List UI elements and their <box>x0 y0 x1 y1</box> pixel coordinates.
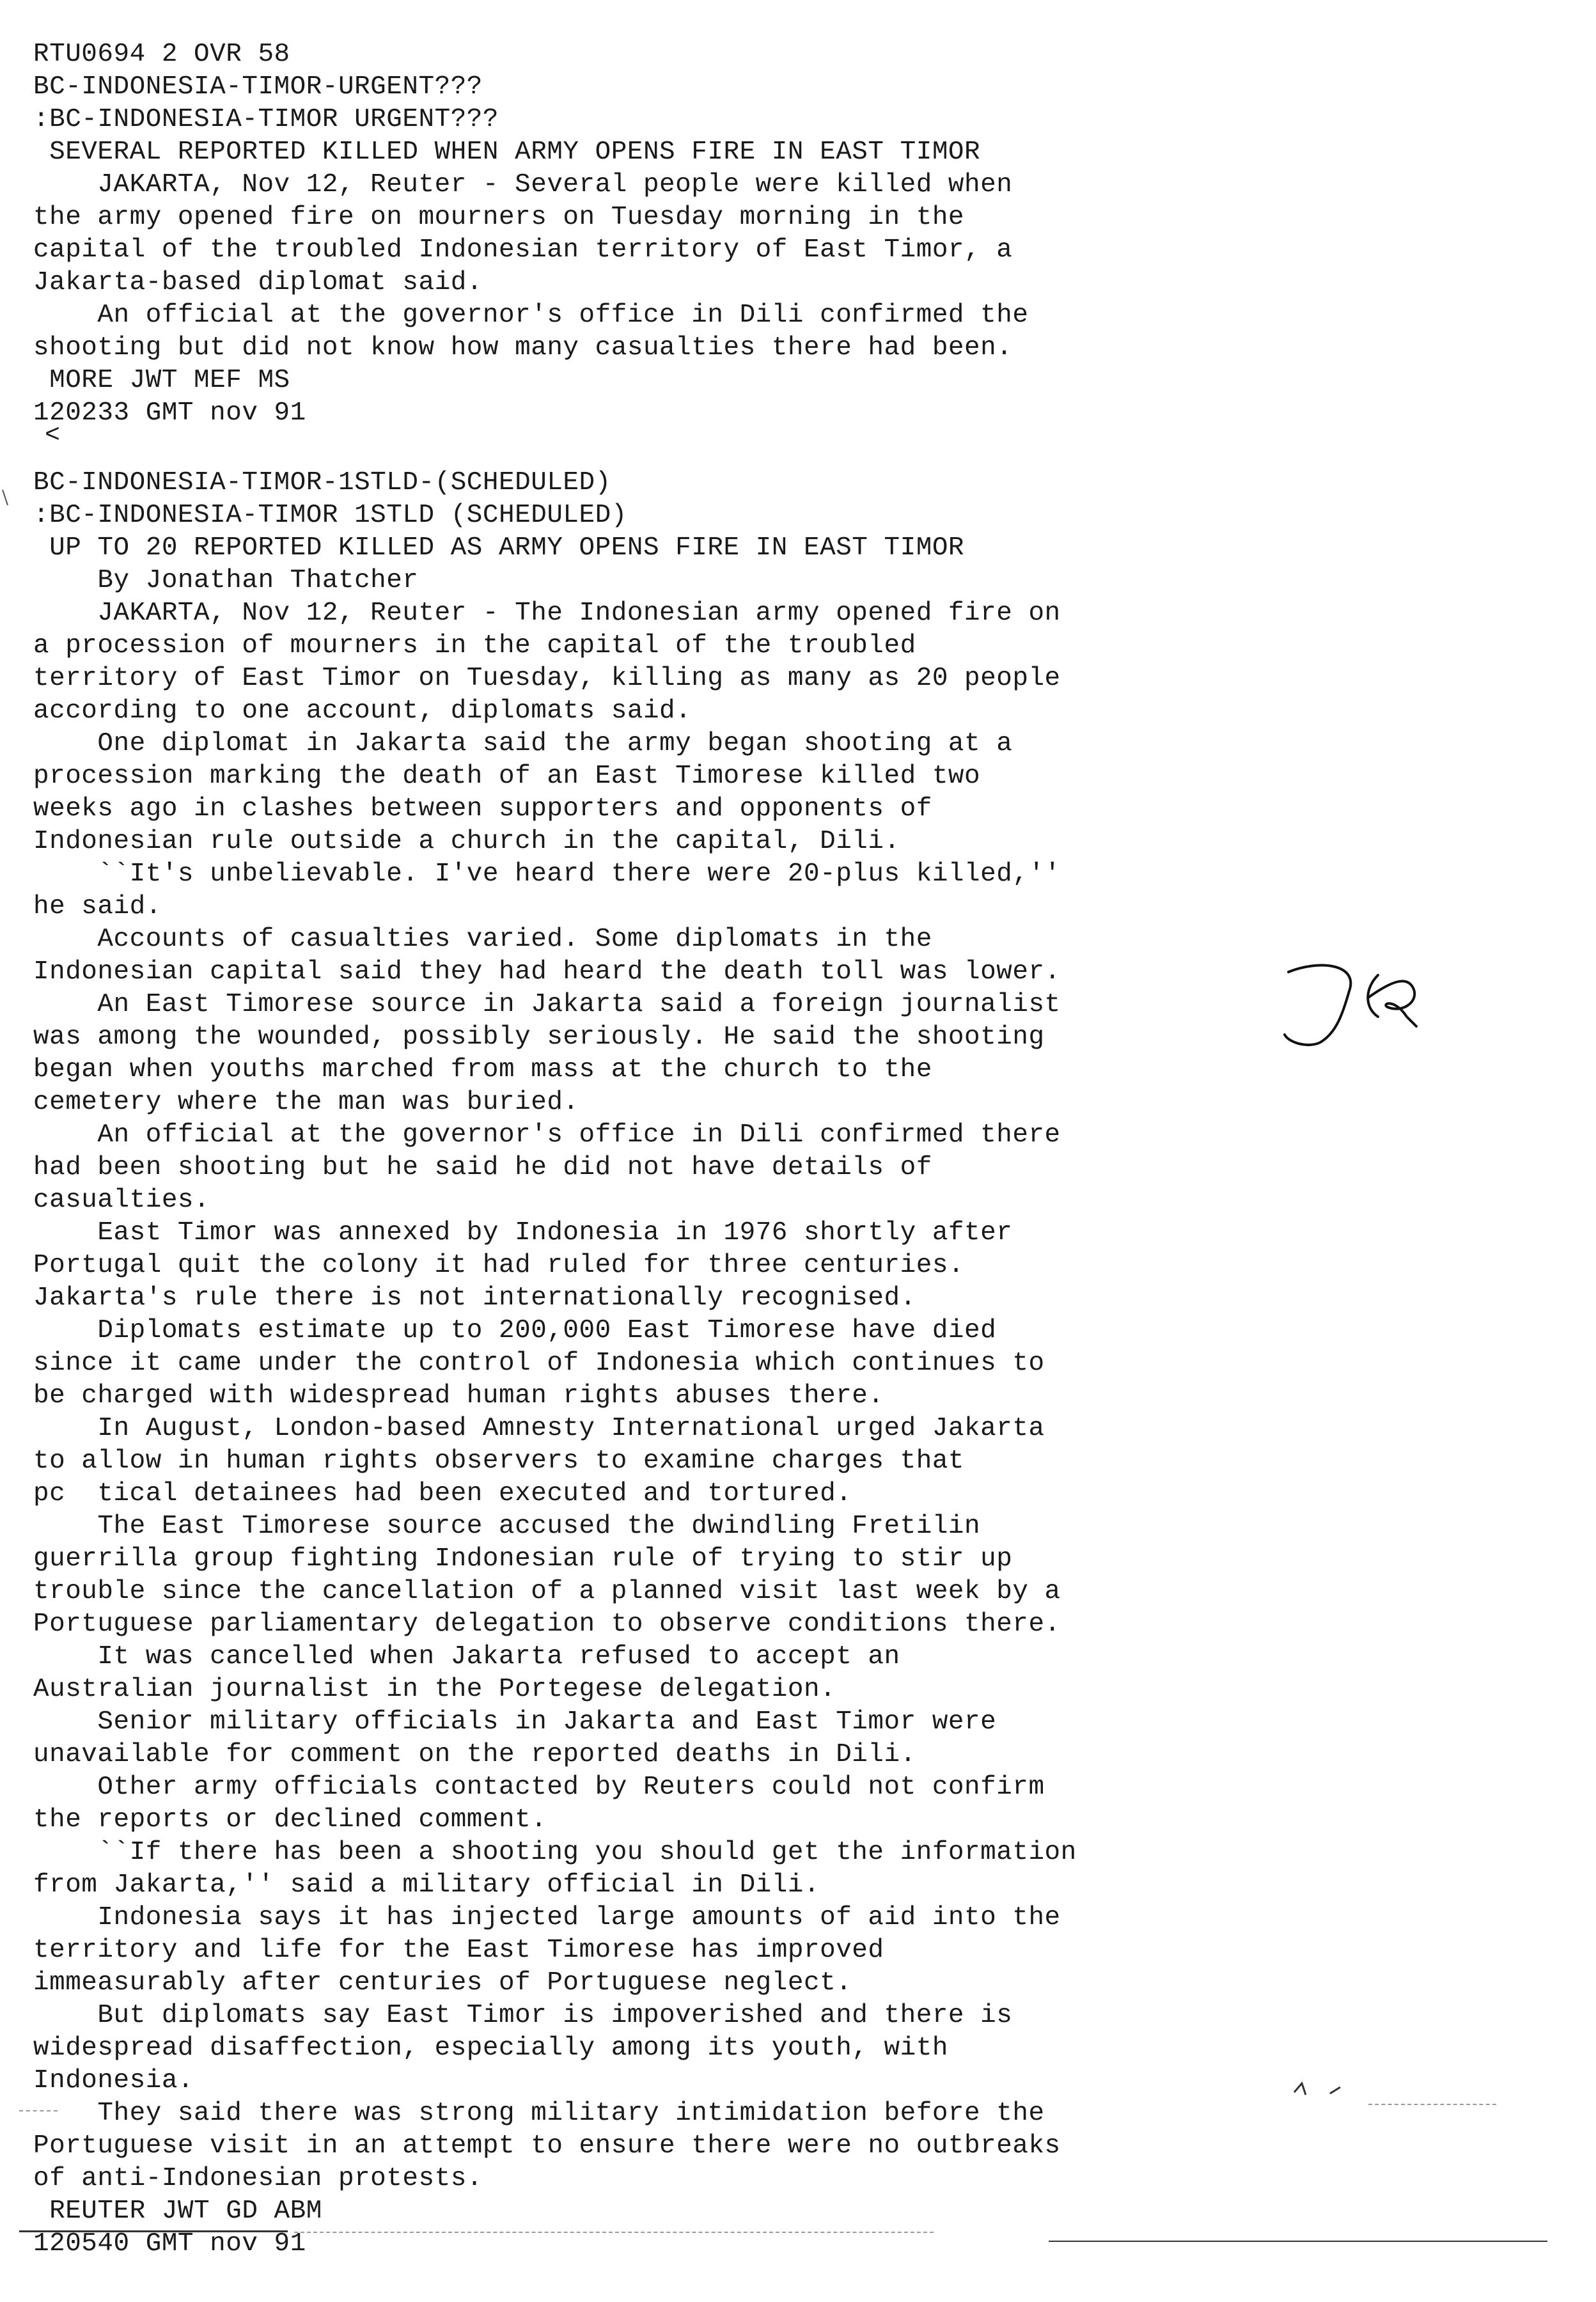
body-line: immeasurably after centuries of Portuguese neglect. <box>33 1968 852 1998</box>
slug-line: :BC-INDONESIA-TIMOR URGENT??? <box>33 105 499 134</box>
body-line: procession marking the death of an East Timorese killed two <box>33 762 981 791</box>
signoff-line: MORE JWT MEF MS <box>33 366 290 395</box>
body-line: weeks ago in clashes between supporters and opponents of <box>33 794 932 824</box>
body-line: An official at the governor's office in Dili confirmed there <box>33 1120 1061 1150</box>
body-line: Portuguese parliamentary delegation to observe conditions there. <box>33 1609 1061 1639</box>
left-margin-line <box>19 2110 58 2111</box>
slug-line: BC-INDONESIA-TIMOR-URGENT??? <box>33 72 483 102</box>
body-line: Indonesian rule outside a church in the capital, Dili. <box>33 827 900 856</box>
body-line: JAKARTA, Nov 12, Reuter - Several people were killed when <box>33 170 1013 200</box>
body-line: It was cancelled when Jakarta refused to accept an <box>33 1642 900 1672</box>
bottom-rule-left <box>19 2230 288 2232</box>
body-line: territory of East Timor on Tuesday, killing as many as 20 people <box>33 664 1061 693</box>
body-line: was among the wounded, possibly seriously. He said the shooting <box>33 1022 1045 1052</box>
bottom-rule-middle <box>294 2232 934 2233</box>
body-line: be charged with widespread human rights abuses there. <box>33 1381 884 1411</box>
news-story-urgent <box>33 38 1312 430</box>
signoff-line: REUTER JWT GD ABM <box>33 2196 322 2226</box>
timestamp-line: 120233 GMT nov 91 <box>33 398 306 428</box>
body-line: Jakarta's rule there is not internationally recognised. <box>33 1283 916 1313</box>
body-line: An official at the governor's office in Dili confirmed the <box>33 301 1029 330</box>
body-line: guerrilla group fighting Indonesian rule of trying to stir up <box>33 1544 1013 1574</box>
body-line: Indonesia says it has injected large amounts of aid into the <box>33 1903 1061 1932</box>
body-line: In August, London-based Amnesty International urged Jakarta <box>33 1414 1045 1443</box>
body-line: a procession of mourners in the capital of the troubled <box>33 631 916 661</box>
byline: By Jonathan Thatcher <box>33 566 419 595</box>
body-line: since it came under the control of Indonesia which continues to <box>33 1349 1045 1378</box>
body-line: Senior military officials in Jakarta and East Timor were <box>33 1707 997 1737</box>
body-line: began when youths marched from mass at the church to the <box>33 1055 932 1084</box>
body-line: ``If there has been a shooting you should get the information <box>33 1838 1077 1867</box>
slug-line: BC-INDONESIA-TIMOR-1STLD-(SCHEDULED) <box>33 468 611 497</box>
body-line: Diplomats estimate up to 200,000 East Timorese have died <box>33 1316 997 1345</box>
body-line: Accounts of casualties varied. Some diplomats in the <box>33 925 932 954</box>
body-line: unavailable for comment on the reported deaths in Dili. <box>33 1740 916 1769</box>
timestamp-line: 120540 GMT nov 91 <box>33 2229 306 2259</box>
body-line: Jakarta-based diplomat said. <box>33 268 483 297</box>
body-line: ``It's unbelievable. I've heard there were 20-plus killed,'' <box>33 859 1061 889</box>
body-line: East Timor was annexed by Indonesia in 1976 shortly after <box>33 1218 1013 1248</box>
body-line: the reports or declined comment. <box>33 1805 547 1835</box>
margin-squiggle-mark <box>1292 2078 1368 2104</box>
body-line: territory and life for the East Timorese has improved <box>33 1936 884 1965</box>
body-line: Indonesian capital said they had heard the death toll was lower. <box>33 957 1061 987</box>
news-story-first-lead <box>33 467 1312 2260</box>
body-line: pc tical detainees had been executed and tortured. <box>33 1479 852 1508</box>
body-line: of anti-Indonesian protests. <box>33 2164 483 2193</box>
body-line: trouble since the cancellation of a planned visit last week by a <box>33 1577 1061 1606</box>
slug-line: :BC-INDONESIA-TIMOR 1STLD (SCHEDULED) <box>33 501 627 530</box>
body-line: capital of the troubled Indonesian territory of East Timor, a <box>33 235 1013 265</box>
body-line: the army opened fire on mourners on Tuesday morning in the <box>33 203 965 232</box>
body-line: But diplomats say East Timor is impoverished and there is <box>33 2001 1013 2030</box>
body-line: he said. <box>33 892 162 921</box>
body-line: The East Timorese source accused the dwindling Fretilin <box>33 1512 981 1541</box>
body-line: cemetery where the man was buried. <box>33 1088 579 1117</box>
headline: UP TO 20 REPORTED KILLED AS ARMY OPENS FIRE IN EAST TIMOR <box>33 533 965 563</box>
body-line: Indonesia. <box>33 2066 194 2095</box>
body-line: widespread disaffection, especially among its youth, with <box>33 2033 948 2063</box>
right-margin-line <box>1368 2104 1496 2105</box>
body-line: had been shooting but he said he did not have details of <box>33 1153 932 1182</box>
body-line: They said there was strong military intimidation before the <box>33 2099 1045 2128</box>
body-line: Portuguese visit in an attempt to ensure there were no outbreaks <box>33 2131 1061 2161</box>
body-line: from Jakarta,'' said a military official in Dili. <box>33 1870 820 1900</box>
body-line: Other army officials contacted by Reuters could not confirm <box>33 1773 1045 1802</box>
slug-line: RTU0694 2 OVR 58 <box>33 40 290 69</box>
body-line: An East Timorese source in Jakarta said a foreign journalist <box>33 990 1061 1019</box>
margin-tick-mark <box>0 486 13 512</box>
body-line: JAKARTA, Nov 12, Reuter - The Indonesian army opened fire on <box>33 599 1061 628</box>
bracket-mark: < <box>45 421 61 450</box>
body-line: casualties. <box>33 1186 210 1215</box>
body-line: Australian journalist in the Portegese delegation. <box>33 1675 836 1704</box>
body-line: shooting but did not know how many casualties there had been. <box>33 333 1013 363</box>
body-line: Portugal quit the colony it had ruled for three centuries. <box>33 1251 965 1280</box>
bottom-rule-right <box>1049 2241 1547 2242</box>
body-line: according to one account, diplomats said. <box>33 696 692 726</box>
handwritten-initials-mark <box>1276 953 1455 1061</box>
body-line: One diplomat in Jakarta said the army began shooting at a <box>33 729 1013 758</box>
body-line: to allow in human rights observers to examine charges that <box>33 1446 965 1476</box>
headline: SEVERAL REPORTED KILLED WHEN ARMY OPENS FIRE IN EAST TIMOR <box>33 137 981 167</box>
